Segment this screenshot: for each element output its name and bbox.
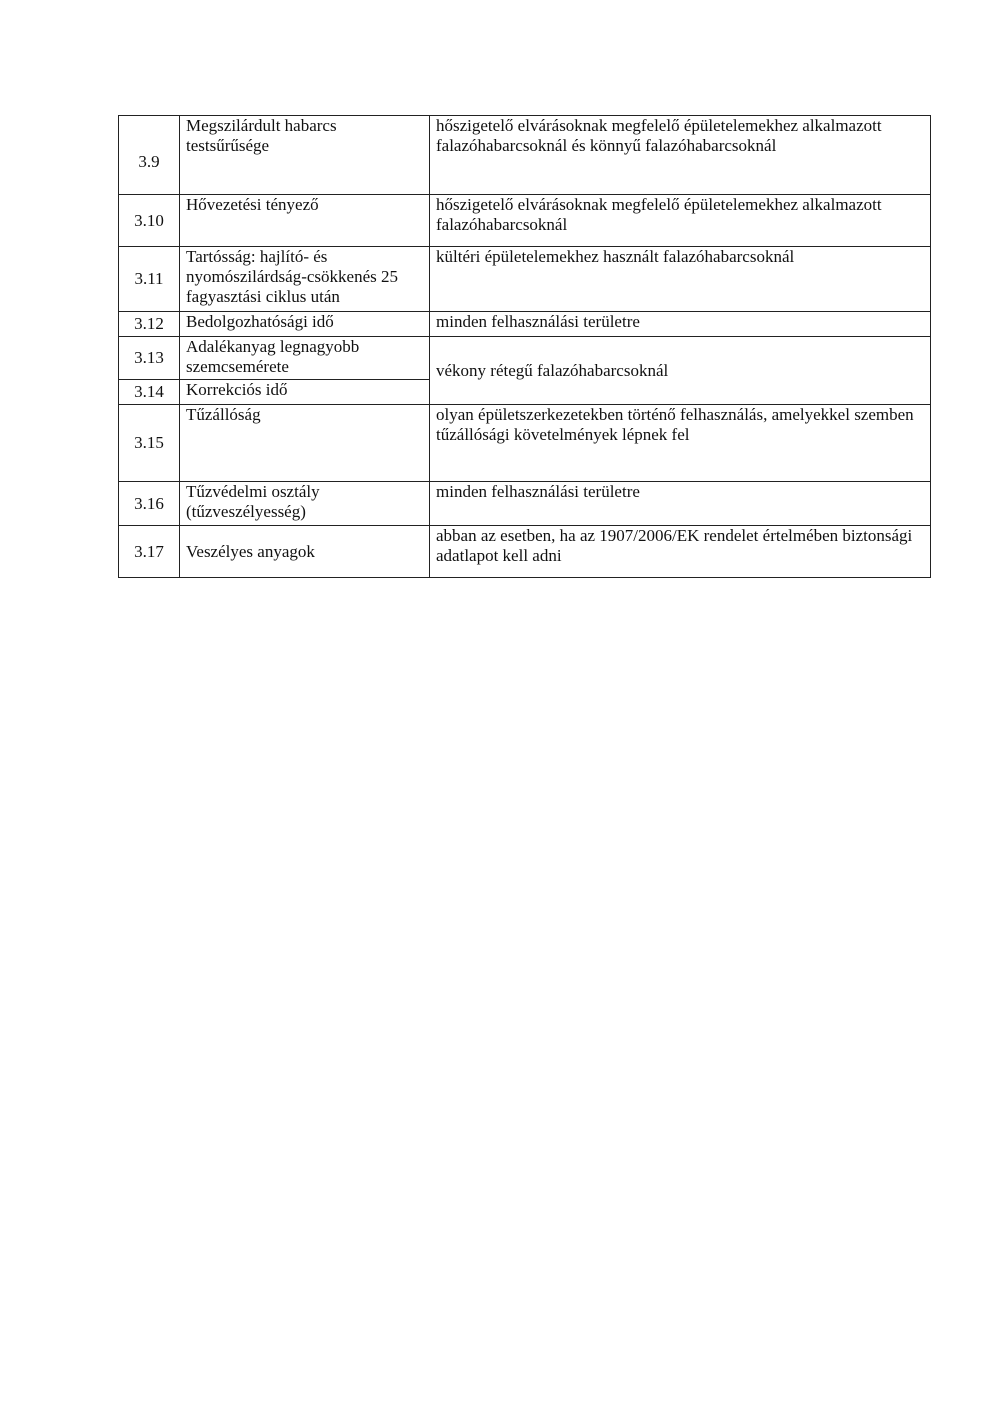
usage-cell: vékony rétegű falazóhabarcsoknál	[430, 337, 931, 405]
usage-cell: minden felhasználási területre	[430, 312, 931, 337]
row-number: 3.13	[119, 337, 180, 380]
table-row	[119, 482, 931, 526]
row-number: 3.10	[119, 195, 180, 247]
usage-cell: olyan épületszerkezetekben történő felhasználás, amelyekkel szemben tűzállósági követelmények lépnek fel	[430, 405, 931, 482]
row-number: 3.17	[119, 526, 180, 578]
property-cell: Adalékanyag legnagyobb szemcsemérete	[180, 337, 430, 380]
row-number: 3.14	[119, 380, 180, 405]
property-cell: Tűzvédelmi osztály (tűzveszélyesség)	[180, 482, 430, 526]
usage-cell: hőszigetelő elvárásoknak megfelelő épületelemekhez alkalmazott falazóhabarcsoknál és könnyű falazóhabarcsoknál	[430, 116, 931, 195]
requirements-table	[118, 115, 931, 578]
property-cell: Korrekciós idő	[180, 380, 430, 405]
usage-cell: abban az esetben, ha az 1907/2006/EK rendelet értelmében biztonsági adatlapot kell adni	[430, 526, 931, 578]
table-row	[119, 337, 931, 380]
row-number: 3.15	[119, 405, 180, 482]
row-number: 3.9	[119, 116, 180, 195]
table-row	[119, 247, 931, 312]
property-cell: Hővezetési tényező	[180, 195, 430, 247]
property-cell: Bedolgozhatósági idő	[180, 312, 430, 337]
usage-cell: kültéri épületelemekhez használt falazóhabarcsoknál	[430, 247, 931, 312]
usage-cell: hőszigetelő elvárásoknak megfelelő épületelemekhez alkalmazott falazóhabarcsoknál	[430, 195, 931, 247]
table-row	[119, 116, 931, 195]
property-cell: Tartósság: hajlító- és nyomószilárdság-csökkenés 25 fagyasztási ciklus után	[180, 247, 430, 312]
table-row	[119, 405, 931, 482]
table-row	[119, 195, 931, 247]
property-cell: Tűzállóság	[180, 405, 430, 482]
row-number: 3.11	[119, 247, 180, 312]
row-number: 3.12	[119, 312, 180, 337]
property-cell: Veszélyes anyagok	[180, 526, 430, 578]
table-row	[119, 526, 931, 578]
table-row	[119, 312, 931, 337]
property-cell: Megszilárdult habarcs testsűrűsége	[180, 116, 430, 195]
row-number: 3.16	[119, 482, 180, 526]
usage-cell: minden felhasználási területre	[430, 482, 931, 526]
